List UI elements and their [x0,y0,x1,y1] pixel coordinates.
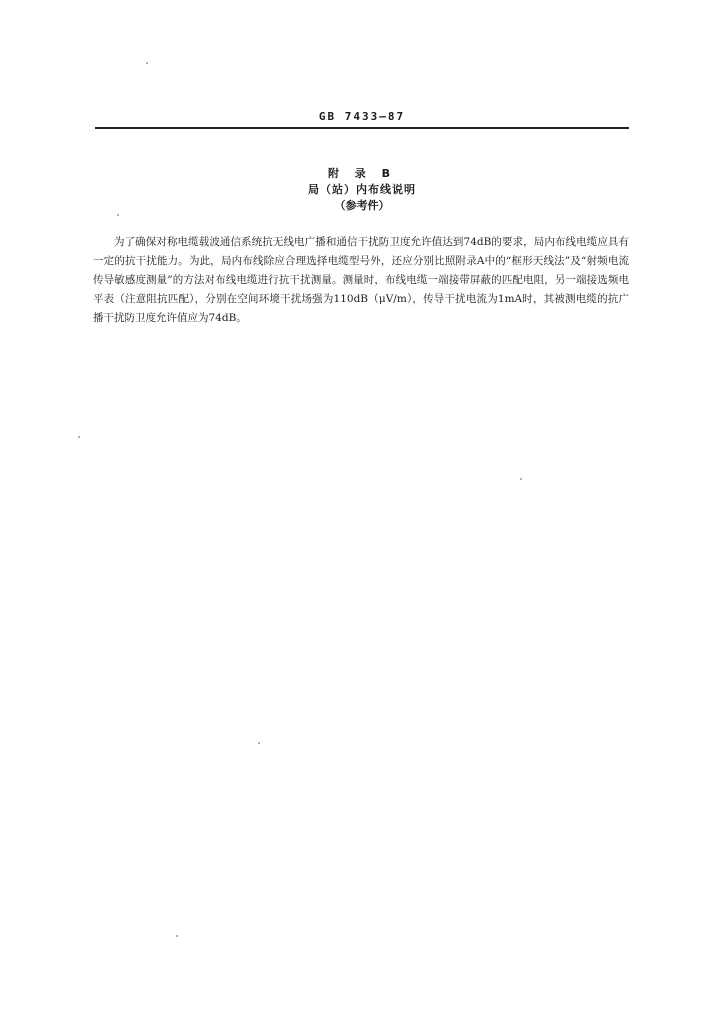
scan-speck [176,935,178,937]
body-paragraph: 为了确保对称电缆载波通信系统抗无线电广播和通信干扰防卫度允许值达到74dB的要求，局内布线电缆应具有一定的抗干扰能力。为此，局内布线除应合理选择电缆型号外，还应分别比照附录A中的“框形天线法”及“射频电流传导敏感度测量”的方法对布线电缆进行抗干扰测量。测量时，布线电缆一端接带屏蔽的匹配电阻，另一端接选频电平表（注意阻抗匹配），分别在空间环境干扰场强为110dB（μV/m），传导干扰电流为1mA时，其被测电缆的抗广播干扰防卫度允许值应为74dB。 [93,236,629,324]
header-rule [95,127,629,129]
appendix-subtitle: 局（站）内布线说明 [308,183,416,196]
standard-number: GB 7433—87 [318,110,406,123]
appendix-note: （参考件） [334,199,390,212]
scan-speck [258,742,260,744]
scan-speck [520,478,522,480]
scan-speck [146,62,148,64]
scan-speck [117,214,119,216]
appendix-title: 附 录 B [327,167,397,180]
scan-speck [78,436,80,438]
